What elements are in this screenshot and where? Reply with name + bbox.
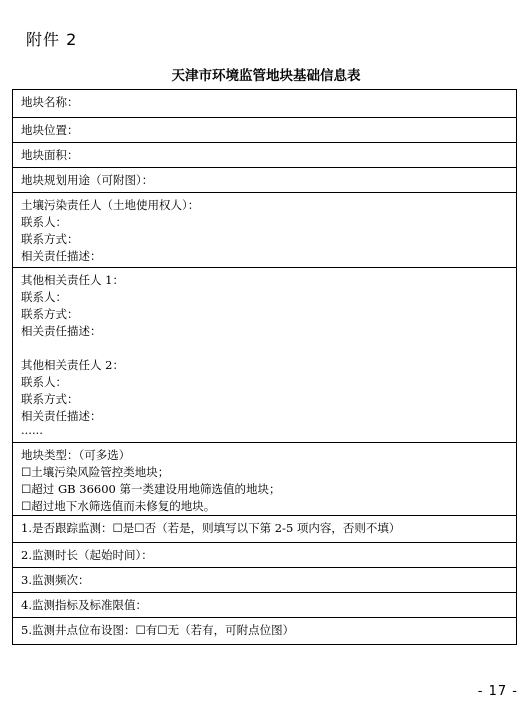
row-monitoring-indicators [13,592,516,617]
soil-party-contact: 联系人： [21,215,67,229]
row-plot-area [13,142,516,167]
other-party-2-description: 相关责任描述： [21,409,102,423]
row-well-layout [13,617,516,644]
soil-party-contact-method: 联系方式： [21,232,79,246]
other-party-1-heading: 其他相关责任人 1： [21,273,124,287]
row-plot-type [13,442,516,515]
row-plot-location [13,117,516,142]
plot-name-label: 地块名称： [21,95,79,109]
page-title: 天津市环境监管地块基础信息表 [171,68,361,84]
plot-use-label: 地块规划用途（可附图）： [21,173,154,187]
monitoring-frequency-label: 3.监测频次： [21,573,90,587]
row-monitoring-followup [13,515,516,542]
plot-type-option-groundwater: ☐超过地下水筛选值而未修复的地块。 [21,499,216,513]
other-party-1-contact: 联系人： [21,290,67,304]
row-plot-use [13,167,516,192]
monitoring-followup-label: 1.是否跟踪监测：☐是☐否（若是，则填写以下第 2-5 项内容，否则不填） [21,521,401,535]
plot-type-option-risk-control: ☐土壤污染风险管控类地块； [21,465,170,479]
other-party-1-description: 相关责任描述： [21,324,102,338]
other-party-2-contact: 联系人： [21,375,67,389]
other-party-2-heading: 其他相关责任人 2： [21,358,124,372]
attachment-label: 附件 2 [26,30,78,49]
row-other-parties [13,267,516,442]
info-form-table [12,89,517,645]
row-soil-party [13,192,516,267]
plot-location-label: 地块位置： [21,123,79,137]
row-plot-name [13,90,516,117]
page-number: - 17 - [477,684,518,699]
monitoring-indicators-label: 4.监测指标及标准限值： [21,598,147,612]
row-monitoring-frequency [13,567,516,592]
spacer [21,340,508,357]
row-monitoring-duration [13,542,516,567]
plot-type-heading: 地块类型：（可多选） [21,448,131,462]
well-layout-label: 5.监测井点位布设图：☐有☐无（若有，可附点位图） [21,623,295,637]
other-party-2-contact-method: 联系方式： [21,392,79,406]
plot-type-option-gb36600: ☐超过 GB 36600 第一类建设用地筛选值的地块； [21,482,281,496]
other-party-1-contact-method: 联系方式： [21,307,79,321]
plot-area-label: 地块面积： [21,148,79,162]
ellipsis-text: ······ [21,426,43,440]
monitoring-duration-label: 2.监测时长（起始时间）： [21,548,153,562]
soil-party-heading: 土壤污染责任人（土地使用权人）： [21,198,200,212]
soil-party-description: 相关责任描述： [21,249,102,263]
